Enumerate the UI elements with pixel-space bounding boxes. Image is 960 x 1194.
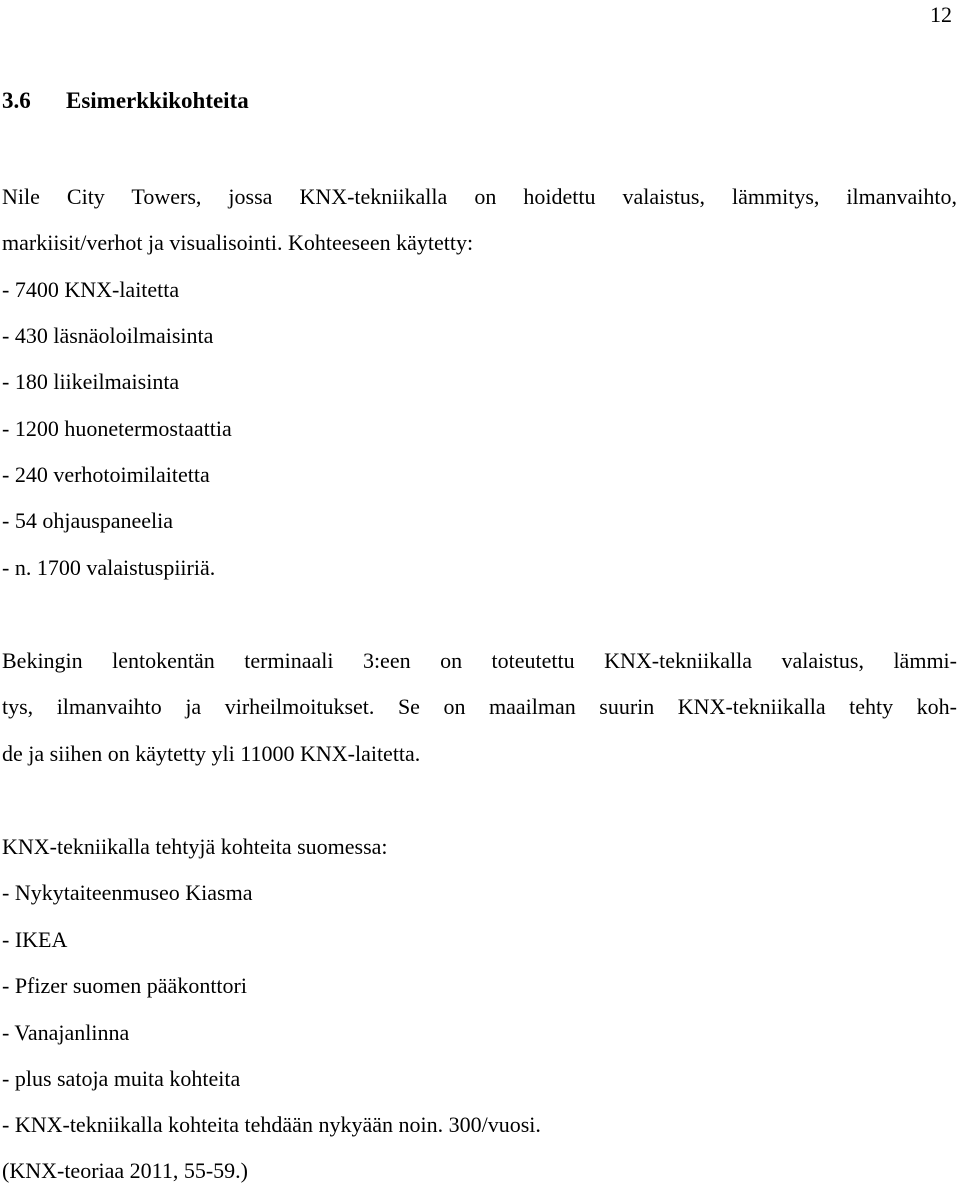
list-item: - 7400 KNX-laitetta xyxy=(2,277,180,302)
list-item: - Pfizer suomen pääkonttori xyxy=(2,973,247,998)
list-item: - 1200 huonetermostaattia xyxy=(2,416,232,441)
paragraph-line: Bekingin lentokentän terminaali 3:een on toteutettu KNX-tekniikalla valaistus, lämmi- xyxy=(2,648,957,673)
page-number: 12 xyxy=(930,2,952,27)
list-item: - 180 liikeilmaisinta xyxy=(2,369,180,394)
list-item: - 430 läsnäoloilmaisinta xyxy=(2,323,214,348)
list-item: - Nykytaiteenmuseo Kiasma xyxy=(2,880,253,905)
list-item: - 240 verhotoimilaitetta xyxy=(2,462,210,487)
reference: (KNX-teoriaa 2011, 55-59.) xyxy=(2,1158,248,1183)
list-item: - 54 ohjauspaneelia xyxy=(2,508,174,533)
list-item: - KNX-tekniikalla kohteita tehdään nykyään noin. 300/vuosi. xyxy=(2,1112,541,1137)
list-item: - Vanajanlinna xyxy=(2,1020,130,1045)
list-item: - plus satoja muita kohteita xyxy=(2,1066,241,1091)
section-heading xyxy=(2,88,249,114)
paragraph-line: markiisit/verhot ja visualisointi. Kohteeseen käytetty: xyxy=(2,230,474,255)
paragraph-line: Nile City Towers, jossa KNX-tekniikalla on hoidettu valaistus, lämmitys, ilmanvaihto, xyxy=(2,184,957,209)
paragraph-finland-intro: KNX-tekniikalla tehtyjä kohteita suomessa: xyxy=(2,834,388,859)
list-item: - IKEA xyxy=(2,927,68,952)
section-number: 3.6 xyxy=(2,88,31,113)
paragraph-line: tys, ilmanvaihto ja virheilmoitukset. Se on maailman suurin KNX-tekniikalla tehty koh- xyxy=(2,694,957,719)
list-item: - n. 1700 valaistuspiiriä. xyxy=(2,555,216,580)
section-title: Esimerkkikohteita xyxy=(66,88,249,113)
paragraph-line: de ja siihen on käytetty yli 11000 KNX-laitetta. xyxy=(2,741,421,766)
